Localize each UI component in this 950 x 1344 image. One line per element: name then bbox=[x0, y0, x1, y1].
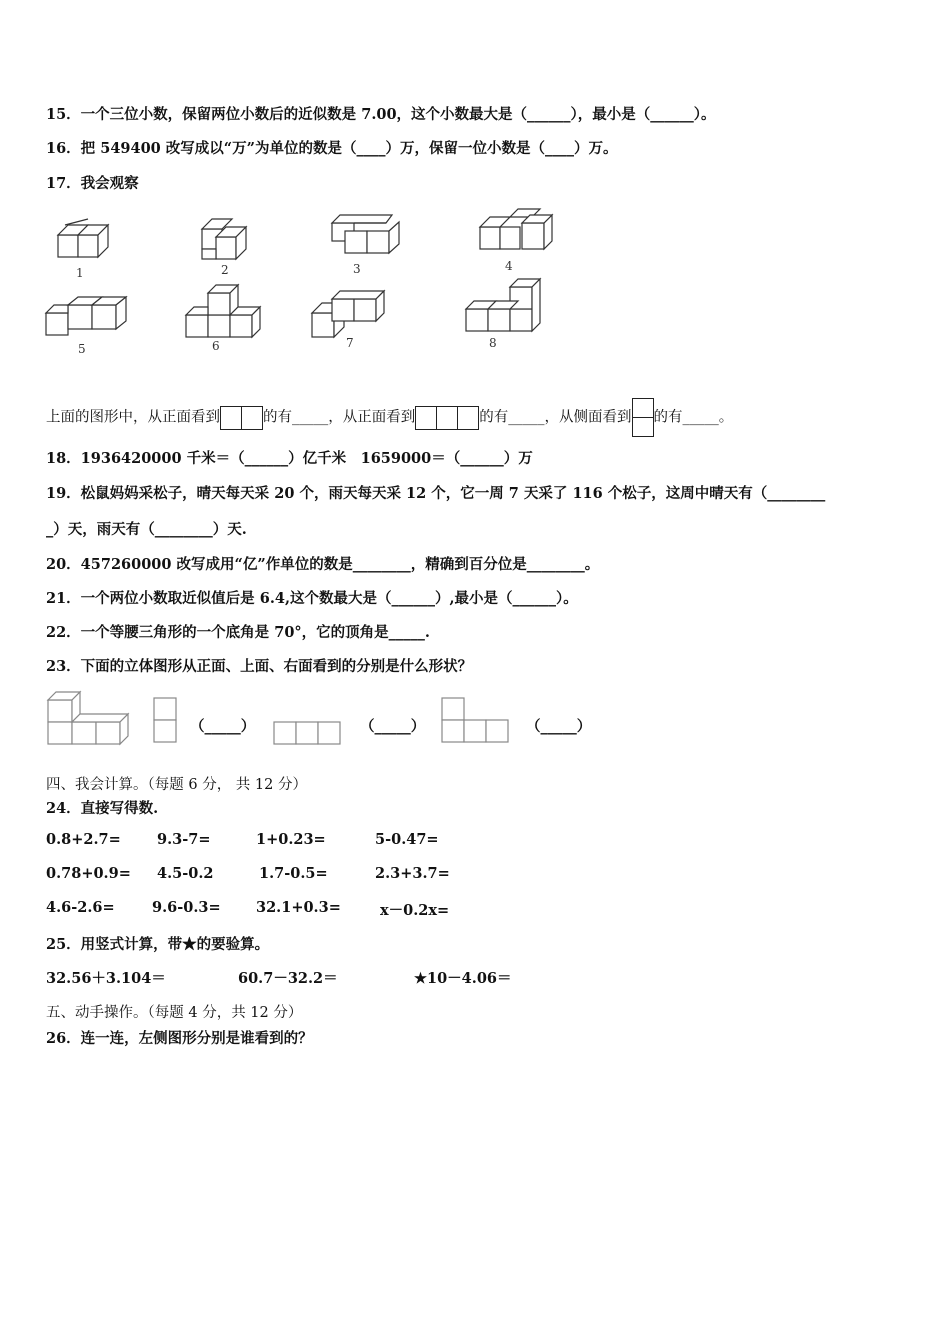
section-5-heading: 五、动手操作。（每题 4 分，共 12 分） bbox=[46, 1005, 303, 1021]
three-box-view bbox=[415, 406, 479, 430]
question-22: 22．一个等腰三角形的一个底角是 70°，它的顶角是_____. bbox=[46, 624, 430, 641]
cube-figure-6 bbox=[186, 285, 260, 337]
q23-view-vertical bbox=[154, 698, 176, 742]
question-24-title: 24．直接写得数. bbox=[46, 800, 159, 817]
q17-text-b: 的有_____，从正面看到 bbox=[263, 409, 416, 426]
question-15: 15．一个三位小数，保留两位小数后的近似数是 7.00，这个小数最大是（______），最小是（______）。 bbox=[46, 106, 716, 123]
cube-figure-3 bbox=[332, 215, 399, 253]
q23-blank-1: （_____） bbox=[190, 718, 256, 735]
question-16: 16．把 549400 改写成以“万”为单位的数是（____）万，保留一位小数是（____）万。 bbox=[46, 140, 618, 157]
vertical-calc-1: 32.56＋3.104＝ bbox=[46, 970, 166, 987]
cube-figure-8 bbox=[466, 279, 540, 331]
cube-figure-1 bbox=[58, 219, 108, 257]
calc-r2-c1: 0.78+0.9= bbox=[46, 865, 131, 882]
q23-view-l-shape bbox=[442, 698, 508, 742]
q23-figures bbox=[44, 688, 524, 750]
cube-label-5: 5 bbox=[78, 342, 86, 356]
cube-figure-7 bbox=[312, 291, 384, 337]
calc-r1-c1: 0.8+2.7= bbox=[46, 831, 121, 848]
q17-text-c: 的有_____，从侧面看到 bbox=[479, 409, 632, 426]
question-20: 20．457260000 改写成用“亿”作单位的数是________，精确到百分位是________。 bbox=[46, 556, 600, 573]
cube-label-4: 4 bbox=[505, 259, 513, 273]
cube-label-2: 2 bbox=[221, 263, 229, 277]
question-21: 21．一个两位小数取近似值后是 6.4,这个数最大是（______）,最小是（______）。 bbox=[46, 590, 578, 607]
question-17-title: 17．我会观察 bbox=[46, 175, 139, 192]
q23-view-row bbox=[274, 722, 340, 744]
calc-r3-c3: 32.1+0.3= bbox=[256, 899, 341, 916]
q23-blank-3: （_____） bbox=[526, 718, 592, 735]
cube-figure-4 bbox=[480, 209, 552, 249]
calc-r2-c2: 4.5-0.2 bbox=[157, 865, 214, 882]
calc-r3-c4: x－0.2x= bbox=[380, 902, 450, 919]
cube-figures bbox=[40, 205, 580, 365]
vertical-box-view bbox=[632, 398, 654, 437]
calc-r1-c3: 1+0.23= bbox=[256, 831, 326, 848]
vertical-calc-3: ★10－4.06＝ bbox=[414, 970, 512, 987]
q17-text-d: 的有_____。 bbox=[653, 409, 734, 426]
question-25-title: 25．用竖式计算，带★的要验算。 bbox=[46, 936, 270, 953]
cube-figure-2 bbox=[202, 219, 246, 259]
calc-r1-c4: 5-0.47= bbox=[375, 831, 439, 848]
cube-label-7: 7 bbox=[346, 336, 354, 350]
question-19-line-2: _）天，雨天有（________）天. bbox=[46, 521, 247, 538]
question-23-title: 23．下面的立体图形从正面、上面、右面看到的分别是什么形状？ bbox=[46, 658, 473, 675]
two-box-view bbox=[220, 406, 263, 430]
cube-figure-5 bbox=[46, 297, 126, 335]
calc-r1-c2: 9.3-7= bbox=[157, 831, 211, 848]
calc-r3-c1: 4.6-2.6= bbox=[46, 899, 115, 916]
cube-label-3: 3 bbox=[353, 262, 361, 276]
vertical-calc-2: 60.7－32.2＝ bbox=[238, 970, 338, 987]
q17-text-a: 上面的图形中，从正面看到 bbox=[46, 409, 220, 426]
question-18: 18．1936420000 千米＝（______）亿千米 1659000＝（______）万 bbox=[46, 450, 533, 467]
calc-r2-c4: 2.3+3.7= bbox=[375, 865, 450, 882]
question-19-line-1: 19．松鼠妈妈采松子，晴天每天采 20 个，雨天每天采 12 个，它一周 7 天采了 116 个松子，这周中晴天有（________ bbox=[46, 485, 826, 502]
calc-r3-c2: 9.6-0.3= bbox=[152, 899, 221, 916]
cube-label-6: 6 bbox=[212, 339, 220, 353]
question-26: 26．连一连，左侧图形分别是谁看到的？ bbox=[46, 1030, 313, 1047]
cube-label-8: 8 bbox=[489, 336, 497, 350]
cube-label-1: 1 bbox=[76, 266, 84, 280]
question-17-sentence bbox=[46, 398, 733, 437]
calc-r2-c3: 1.7-0.5= bbox=[259, 865, 328, 882]
q23-blank-2: （_____） bbox=[360, 718, 426, 735]
section-4-heading: 四、我会计算。（每题 6 分， 共 12 分） bbox=[46, 777, 307, 793]
q23-solid-figure bbox=[48, 692, 128, 744]
